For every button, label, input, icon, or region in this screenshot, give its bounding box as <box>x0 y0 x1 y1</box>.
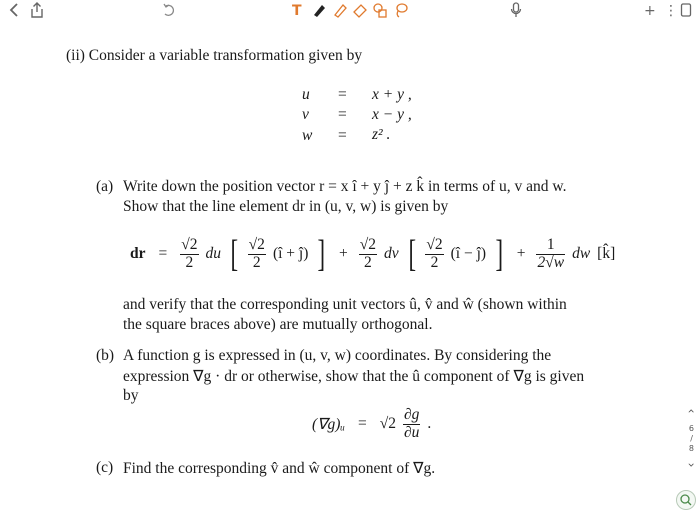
part-b-line3: by <box>123 387 139 404</box>
frac-den: 2 <box>252 253 261 271</box>
part-c-label: (c) <box>96 459 114 476</box>
page-separator: / <box>690 434 693 443</box>
add-icon[interactable]: + <box>644 3 656 19</box>
more-icon[interactable]: ⋮ <box>664 3 678 19</box>
v-hat-vector: (î − ĵ) <box>450 245 487 262</box>
frac-num: √2 <box>426 236 443 254</box>
dw-term: dw <box>572 245 591 262</box>
part-a-label: (a) <box>96 178 114 195</box>
sqrt2-over-2-c <box>359 237 377 271</box>
total-pages-number: 8 <box>688 444 694 453</box>
eq3-lhs: w <box>302 127 313 144</box>
eq1-lhs: u <box>302 86 310 103</box>
text-tool-icon[interactable]: T <box>292 3 302 19</box>
eq2-rhs: x − y , <box>372 106 412 123</box>
left-bracket-v: [ <box>408 233 416 275</box>
eq3-rhs: z² . <box>372 126 391 143</box>
sqrt2-over-2-b <box>248 237 266 271</box>
one-over-2sqrtw <box>536 237 565 271</box>
plus-2: + <box>516 245 526 262</box>
frac-den: 2 <box>430 253 439 271</box>
gradient-u-equation <box>312 405 431 443</box>
frac-num: √2 <box>359 236 377 254</box>
u-hat-vector: (î + ĵ) <box>272 245 309 262</box>
zoom-button[interactable] <box>676 490 696 510</box>
dv-term: dv <box>384 245 399 262</box>
part-b-line1: A function g is expressed in (u, v, w) coordinates. By considering the <box>123 347 552 364</box>
partial-g-over-partial-u <box>403 407 420 441</box>
part-b-label: (b) <box>96 347 115 364</box>
grad-coefficient: √2 <box>379 415 396 432</box>
part-c-line: Find the corresponding v̂ and ŵ component of ∇g. <box>123 460 436 477</box>
line-element-equation <box>130 232 615 276</box>
sqrt2-over-2-a <box>180 237 198 271</box>
dr-equals: = <box>158 245 168 262</box>
eq2-equals: = <box>338 106 347 123</box>
right-bracket-u: ] <box>317 233 326 275</box>
frac-num: √2 <box>181 236 198 254</box>
du-term: du <box>205 245 222 262</box>
eq1-equals: = <box>338 86 347 103</box>
eq1-rhs: x + y , <box>372 86 412 103</box>
zoom-icon <box>677 491 695 509</box>
frac-den: ∂u <box>404 423 420 441</box>
frac-num: ∂g <box>404 406 420 424</box>
current-page-number: 6 <box>688 424 694 433</box>
sqrt2-over-2-d <box>425 237 443 271</box>
eq3-equals: = <box>338 127 347 144</box>
page-down-button[interactable]: › <box>684 462 699 468</box>
page-up-button[interactable]: ‹ <box>684 408 699 414</box>
grad-lhs: (∇g)ᵤ <box>312 415 345 433</box>
plus-1: + <box>339 245 348 262</box>
part-b-line2: expression ∇g · dr or otherwise, show that the û component of ∇g is given <box>123 368 585 385</box>
part-a-line2: Show that the line element dr in (u, v, w) is given by <box>123 198 449 215</box>
left-bracket-u: [ <box>230 233 239 275</box>
frac-num: 1 <box>536 237 565 254</box>
grad-equals: = <box>357 415 367 432</box>
right-bracket-v: ] <box>495 233 504 275</box>
part-a-line3: and verify that the corresponding unit vectors û, v̂ and ŵ (shown within <box>123 296 567 313</box>
w-hat-vector: [k̂] <box>597 245 616 262</box>
part-a-line4: the square braces above) are mutually orthogonal. <box>123 316 433 333</box>
part-ii-heading: (ii) Consider a variable transformation given by <box>66 47 363 64</box>
frac-den: 2√w <box>537 253 565 271</box>
part-a-line1: Write down the position vector r = x î + y ĵ + z k̂ in terms of u, v and w. <box>123 178 567 195</box>
dr-lhs: dr <box>130 245 146 262</box>
frac-num: √2 <box>248 236 265 254</box>
frac-den: 2 <box>364 253 372 271</box>
frac-den: 2 <box>185 253 194 271</box>
grad-period: . <box>427 415 432 432</box>
eq2-lhs: v <box>302 106 309 123</box>
